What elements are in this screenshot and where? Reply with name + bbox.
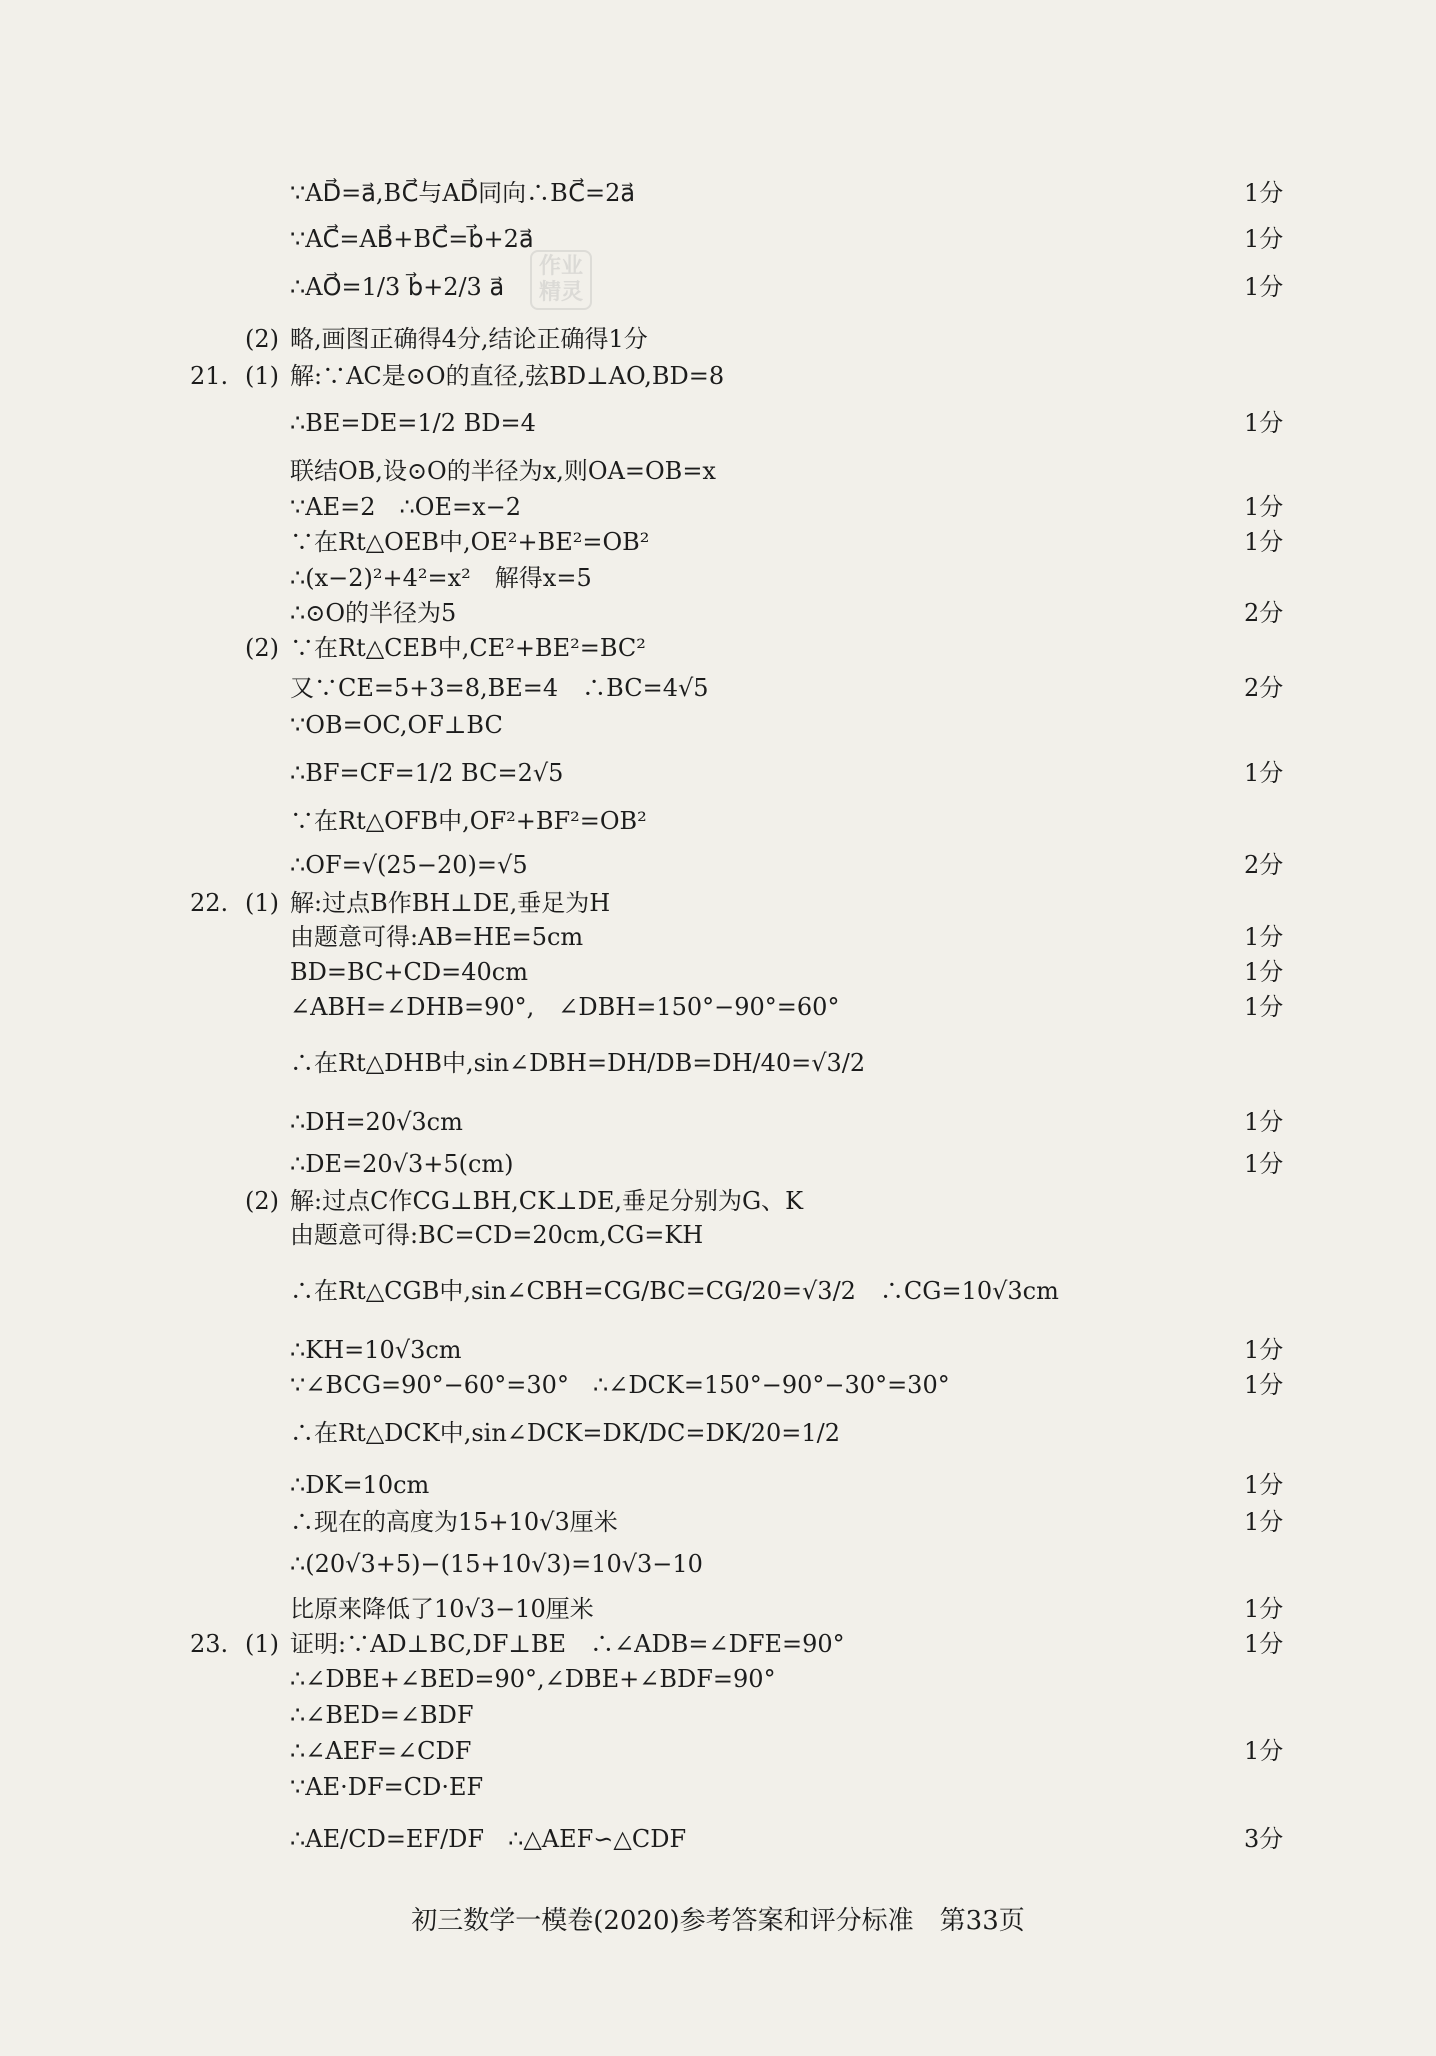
sub-part-label: (1) (245, 1630, 279, 1658)
answer-text: ∵AC⃗=AB⃗+BC⃗=b⃗+2a⃗ (290, 225, 534, 253)
answer-text: ∴OF=√(25−20)=√5 (290, 851, 528, 879)
answer-text: ∵在Rt△OEB中,OE²+BE²=OB² (290, 528, 650, 556)
watermark-stamp: 作业精灵 (530, 250, 592, 310)
score-mark: 2分 (1244, 599, 1284, 627)
answer-text: ∴DK=10cm (290, 1471, 430, 1499)
answer-text: ∴在Rt△CGB中,sin∠CBH=CG/BC=CG/20=√3/2 ∴CG=10√3cm (290, 1277, 1059, 1305)
score-mark: 1分 (1244, 179, 1284, 207)
answer-text: 解:过点C作CG⊥BH,CK⊥DE,垂足分别为G、K (290, 1187, 804, 1215)
score-mark: 1分 (1244, 528, 1284, 556)
score-mark: 1分 (1244, 1371, 1284, 1399)
question-number: 21. (190, 362, 229, 390)
answer-text: 由题意可得:AB=HE=5cm (290, 923, 584, 951)
score-mark: 1分 (1244, 1737, 1284, 1765)
answer-text: ∵在Rt△CEB中,CE²+BE²=BC² (290, 634, 646, 662)
score-mark: 2分 (1244, 851, 1284, 879)
score-mark: 1分 (1244, 225, 1284, 253)
answer-text: ∴DE=20√3+5(cm) (290, 1150, 514, 1178)
answer-text: ∵AD⃗=a⃗,BC⃗与AD⃗同向∴BC⃗=2a⃗ (290, 179, 636, 207)
sub-part-label: (1) (245, 362, 279, 390)
answer-text: ∵OB=OC,OF⊥BC (290, 711, 503, 739)
answer-text: ∴KH=10√3cm (290, 1336, 462, 1364)
score-mark: 1分 (1244, 1336, 1284, 1364)
answer-text: ∵AE·DF=CD·EF (290, 1773, 484, 1801)
answer-text: ∴(20√3+5)−(15+10√3)=10√3−10 (290, 1550, 703, 1578)
answer-text: 略,画图正确得4分,结论正确得1分 (290, 325, 648, 353)
score-mark: 3分 (1244, 1825, 1284, 1853)
answer-text: ∵∠BCG=90°−60°=30° ∴∠DCK=150°−90°−30°=30° (290, 1371, 950, 1399)
answer-text: BD=BC+CD=40cm (290, 958, 528, 986)
sub-part-label: (2) (245, 634, 279, 662)
answer-text: ∴BF=CF=1/2 BC=2√5 (290, 759, 564, 787)
answer-text: ∠ABH=∠DHB=90°, ∠DBH=150°−90°=60° (290, 993, 840, 1021)
score-mark: 1分 (1244, 1150, 1284, 1178)
score-mark: 1分 (1244, 993, 1284, 1021)
answer-text: 解:过点B作BH⊥DE,垂足为H (290, 889, 611, 917)
question-number: 23. (190, 1630, 229, 1658)
answer-text: ∴AE/CD=EF/DF ∴△AEF∽△CDF (290, 1825, 687, 1853)
answer-text: ∴∠AEF=∠CDF (290, 1737, 472, 1765)
answer-text: ∴现在的高度为15+10√3厘米 (290, 1508, 618, 1536)
score-mark: 1分 (1244, 273, 1284, 301)
answer-text: ∴⊙O的半径为5 (290, 599, 457, 627)
question-number: 22. (190, 889, 229, 917)
answer-text: ∴∠DBE+∠BED=90°,∠DBE+∠BDF=90° (290, 1665, 776, 1693)
answer-text: ∵AE=2 ∴OE=x−2 (290, 493, 521, 521)
answer-text: ∴在Rt△DHB中,sin∠DBH=DH/DB=DH/40=√3/2 (290, 1049, 866, 1077)
answer-text: ∴BE=DE=1/2 BD=4 (290, 409, 536, 437)
score-mark: 1分 (1244, 1108, 1284, 1136)
score-mark: 1分 (1244, 958, 1284, 986)
answer-text: 又∵CE=5+3=8,BE=4 ∴BC=4√5 (290, 674, 709, 702)
answer-text: 联结OB,设⊙O的半径为x,则OA=OB=x (290, 457, 716, 485)
answer-text: 比原来降低了10√3−10厘米 (290, 1595, 594, 1623)
score-mark: 1分 (1244, 1595, 1284, 1623)
answer-text: 解:∵AC是⊙O的直径,弦BD⊥AO,BD=8 (290, 362, 725, 390)
score-mark: 1分 (1244, 1508, 1284, 1536)
score-mark: 1分 (1244, 1471, 1284, 1499)
sub-part-label: (2) (245, 1187, 279, 1215)
sub-part-label: (1) (245, 889, 279, 917)
score-mark: 1分 (1244, 1630, 1284, 1658)
answer-text: ∴∠BED=∠BDF (290, 1701, 474, 1729)
answer-text: ∴(x−2)²+4²=x² 解得x=5 (290, 564, 592, 592)
sub-part-label: (2) (245, 325, 279, 353)
page-footer: 初三数学一模卷(2020)参考答案和评分标准 第33页 (411, 1906, 1025, 1936)
score-mark: 1分 (1244, 923, 1284, 951)
answer-text: ∴在Rt△DCK中,sin∠DCK=DK/DC=DK/20=1/2 (290, 1419, 841, 1447)
score-mark: 1分 (1244, 493, 1284, 521)
answer-text: ∴AO⃗=1/3 b⃗+2/3 a⃗ (290, 273, 505, 301)
answer-text: ∵在Rt△OFB中,OF²+BF²=OB² (290, 807, 647, 835)
answer-text: 证明:∵AD⊥BC,DF⊥BE ∴∠ADB=∠DFE=90° (290, 1630, 845, 1658)
score-mark: 1分 (1244, 759, 1284, 787)
answer-text: ∴DH=20√3cm (290, 1108, 463, 1136)
score-mark: 2分 (1244, 674, 1284, 702)
score-mark: 1分 (1244, 409, 1284, 437)
answer-text: 由题意可得:BC=CD=20cm,CG=KH (290, 1221, 704, 1249)
